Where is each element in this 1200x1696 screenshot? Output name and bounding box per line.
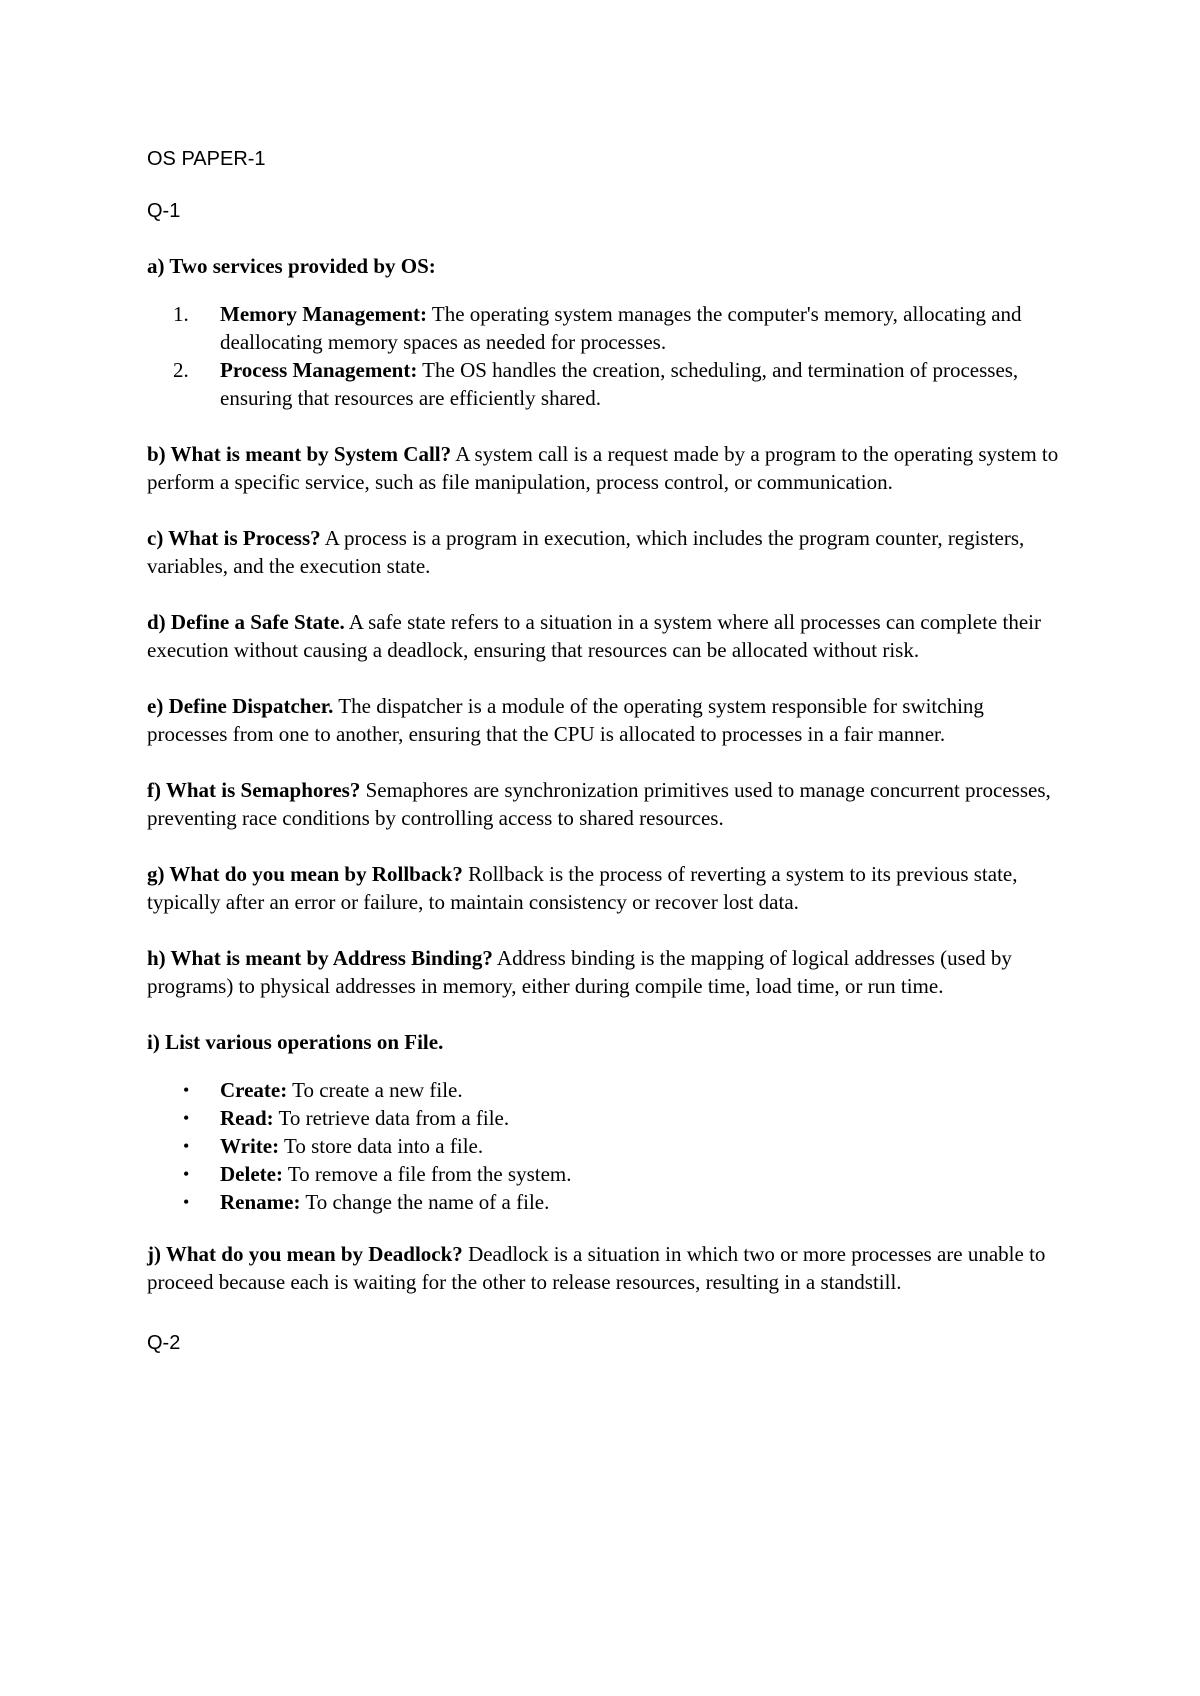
answer-f-text: Semaphores are synchronization primitives used to manage concurrent processes, preventing race conditions by controlling access to shared resources. xyxy=(147,778,1051,830)
list-text: To create a new file. xyxy=(287,1078,463,1102)
question-h-text: h) What is meant by Address Binding? xyxy=(147,946,493,970)
list-item xyxy=(147,1076,1067,1104)
question-d xyxy=(147,608,1067,664)
list-number: 2. xyxy=(173,358,189,382)
bullet-icon: • xyxy=(183,1192,190,1212)
question-e xyxy=(147,692,1067,748)
question-j xyxy=(147,1240,1067,1296)
question-label-q2: Q-2 xyxy=(147,1332,181,1354)
answer-c-text: A process is a program in execution, which includes the program counter, registers, variables, and the execution state. xyxy=(147,526,1025,578)
list-text: To retrieve data from a file. xyxy=(273,1106,510,1130)
question-i-text: i) List various operations on File. xyxy=(147,1030,444,1054)
list-item xyxy=(147,1160,1067,1188)
file-operations-list xyxy=(147,1076,1067,1216)
question-h xyxy=(147,944,1067,1000)
list-term: Create: xyxy=(220,1078,288,1102)
bullet-icon: • xyxy=(183,1108,190,1128)
question-g xyxy=(147,860,1067,916)
answer-g-text: Rollback is the process of reverting a system to its previous state, typically after an error or failure, to maintain consistency or recover lost data. xyxy=(147,862,1018,914)
question-c-text: c) What is Process? xyxy=(147,526,321,550)
list-item xyxy=(147,300,1067,356)
list-term: Memory Management: xyxy=(220,302,428,326)
bullet-icon: • xyxy=(183,1164,190,1184)
services-list xyxy=(147,300,1067,412)
answer-d-text: A safe state refers to a situation in a system where all processes can complete their execution without causing a deadlock, ensuring that resources can be allocated without risk. xyxy=(147,610,1041,662)
list-text: To store data into a file. xyxy=(279,1134,484,1158)
list-item xyxy=(147,1132,1067,1160)
list-term: Write: xyxy=(220,1134,280,1158)
question-f xyxy=(147,776,1067,832)
question-j-text: j) What do you mean by Deadlock? xyxy=(147,1242,463,1266)
question-label-q1: Q-1 xyxy=(147,200,181,222)
question-d-text: d) Define a Safe State. xyxy=(147,610,345,634)
question-g-text: g) What do you mean by Rollback? xyxy=(147,862,463,886)
document-body xyxy=(147,146,1067,1356)
list-text: The operating system manages the computer's memory, allocating and deallocating memory spaces as needed for processes. xyxy=(220,302,1022,354)
list-item xyxy=(147,1104,1067,1132)
bullet-icon: • xyxy=(183,1080,190,1100)
answer-b-text: A system call is a request made by a program to the operating system to perform a specific service, such as file manipulation, process control, or communication. xyxy=(147,442,1059,494)
list-item xyxy=(147,1188,1067,1216)
list-term: Delete: xyxy=(220,1162,283,1186)
list-term: Process Management: xyxy=(220,358,418,382)
list-term: Read: xyxy=(220,1106,274,1130)
list-text: The OS handles the creation, scheduling, and termination of processes, ensuring that resources are efficiently shared. xyxy=(220,358,1019,410)
document-title: OS PAPER-1 xyxy=(147,148,266,170)
list-term: Rename: xyxy=(220,1190,301,1214)
list-text: To change the name of a file. xyxy=(300,1190,550,1214)
answer-h-text: Address binding is the mapping of logical addresses (used by programs) to physical addresses in memory, either during compile time, load time, or run time. xyxy=(147,946,1012,998)
question-i-heading xyxy=(147,1028,1067,1056)
question-b xyxy=(147,440,1067,496)
question-a-text: a) Two services provided by OS: xyxy=(147,254,436,278)
question-e-text: e) Define Dispatcher. xyxy=(147,694,334,718)
question-c xyxy=(147,524,1067,580)
list-number: 1. xyxy=(173,302,189,326)
question-f-text: f) What is Semaphores? xyxy=(147,778,361,802)
question-b-text: b) What is meant by System Call? xyxy=(147,442,452,466)
answer-j-text: Deadlock is a situation in which two or more processes are unable to proceed because each is waiting for the other to release resources, resulting in a standstill. xyxy=(147,1242,1046,1294)
list-item xyxy=(147,356,1067,412)
bullet-icon: • xyxy=(183,1136,190,1156)
list-text: To remove a file from the system. xyxy=(282,1162,572,1186)
answer-e-text: The dispatcher is a module of the operating system responsible for switching processes from one to another, ensuring that the CPU is allocated to processes in a fair manner. xyxy=(147,694,984,746)
question-a-heading xyxy=(147,252,1067,280)
